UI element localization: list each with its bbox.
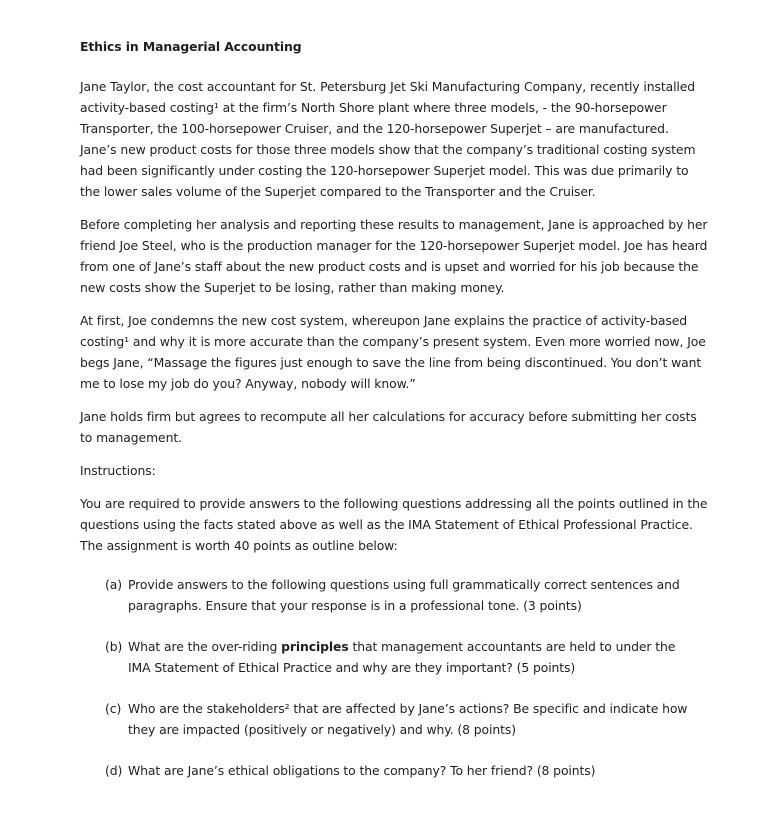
- question-text-part: Who are the stakeholders² that are affected by Jane’s actions? Be specific and indicate how they are impacted (positively or negatively) and why. (8 points): [128, 701, 688, 737]
- question-text-part: What are the over-riding: [128, 639, 282, 654]
- question-a: [105, 574, 708, 616]
- question-letter: (c): [105, 701, 122, 716]
- question-b: [105, 636, 708, 678]
- question-letter: (a): [105, 577, 122, 592]
- paragraph-background: Jane Taylor, the cost accountant for St. Petersburg Jet Ski Manufacturing Company, recently installed activity-based costing¹ at the firm’s North Shore plant where three models, - the 90-horsepower Transporter, the 100-horsepower Cruiser, and the 120-horsepower Superjet – are manufactured. Jane’s new product costs for those three models show that the company’s traditional costing system had been significantly under costing the 120-horsepower Superjet model. This was due primarily to the lower sales volume of the Superjet compared to the Transporter and the Cruiser.: [80, 79, 696, 199]
- document-title: Ethics in Managerial Accounting: [80, 39, 302, 54]
- question-bold-term: principles: [281, 639, 349, 654]
- question-letter: (d): [105, 763, 123, 778]
- question-text: [128, 636, 708, 678]
- question-text-part: that management accountants are held to under the IMA Statement of Ethical Practice and why are they important? (5 points): [128, 639, 676, 675]
- instructions-label: Instructions:: [80, 463, 156, 478]
- question-text: [128, 574, 708, 616]
- question-text: [128, 698, 708, 740]
- question-list: [80, 574, 708, 781]
- question-letter: (b): [105, 639, 123, 654]
- question-text-part: Provide answers to the following questions using full grammatically correct sentences and paragraphs. Ensure that your response is in a professional tone. (3 points): [128, 577, 680, 613]
- paragraph-joe-approach: Before completing her analysis and reporting these results to management, Jane is approached by her friend Joe Steel, who is the production manager for the 120-horsepower Superjet model. Joe has heard from one of Jane’s staff about the new product costs and is upset and worried for his job because the new costs show the Superjet to be losing, rather than making money.: [80, 217, 708, 295]
- instructions-text: You are required to provide answers to the following questions addressing all the points outlined in the questions using the facts stated above as well as the IMA Statement of Ethical Professional Practice. The assignment is worth 40 points as outline below:: [80, 496, 708, 553]
- paragraph-joe-request: At first, Joe condemns the new cost system, whereupon Jane explains the practice of activity-based costing¹ and why it is more accurate than the company’s present system. Even more worried now, Joe begs Jane, “Massage the figures just enough to save the line from being discontinued. You don’t want me to lose my job do you? Anyway, nobody will know.”: [80, 313, 706, 391]
- paragraph-jane-response: Jane holds firm but agrees to recompute all her calculations for accuracy before submitting her costs to management.: [80, 409, 697, 445]
- question-text-part: What are Jane’s ethical obligations to the company? To her friend? (8 points): [128, 763, 596, 778]
- question-text: [128, 760, 708, 781]
- question-d: [105, 760, 708, 781]
- question-c: [105, 698, 708, 740]
